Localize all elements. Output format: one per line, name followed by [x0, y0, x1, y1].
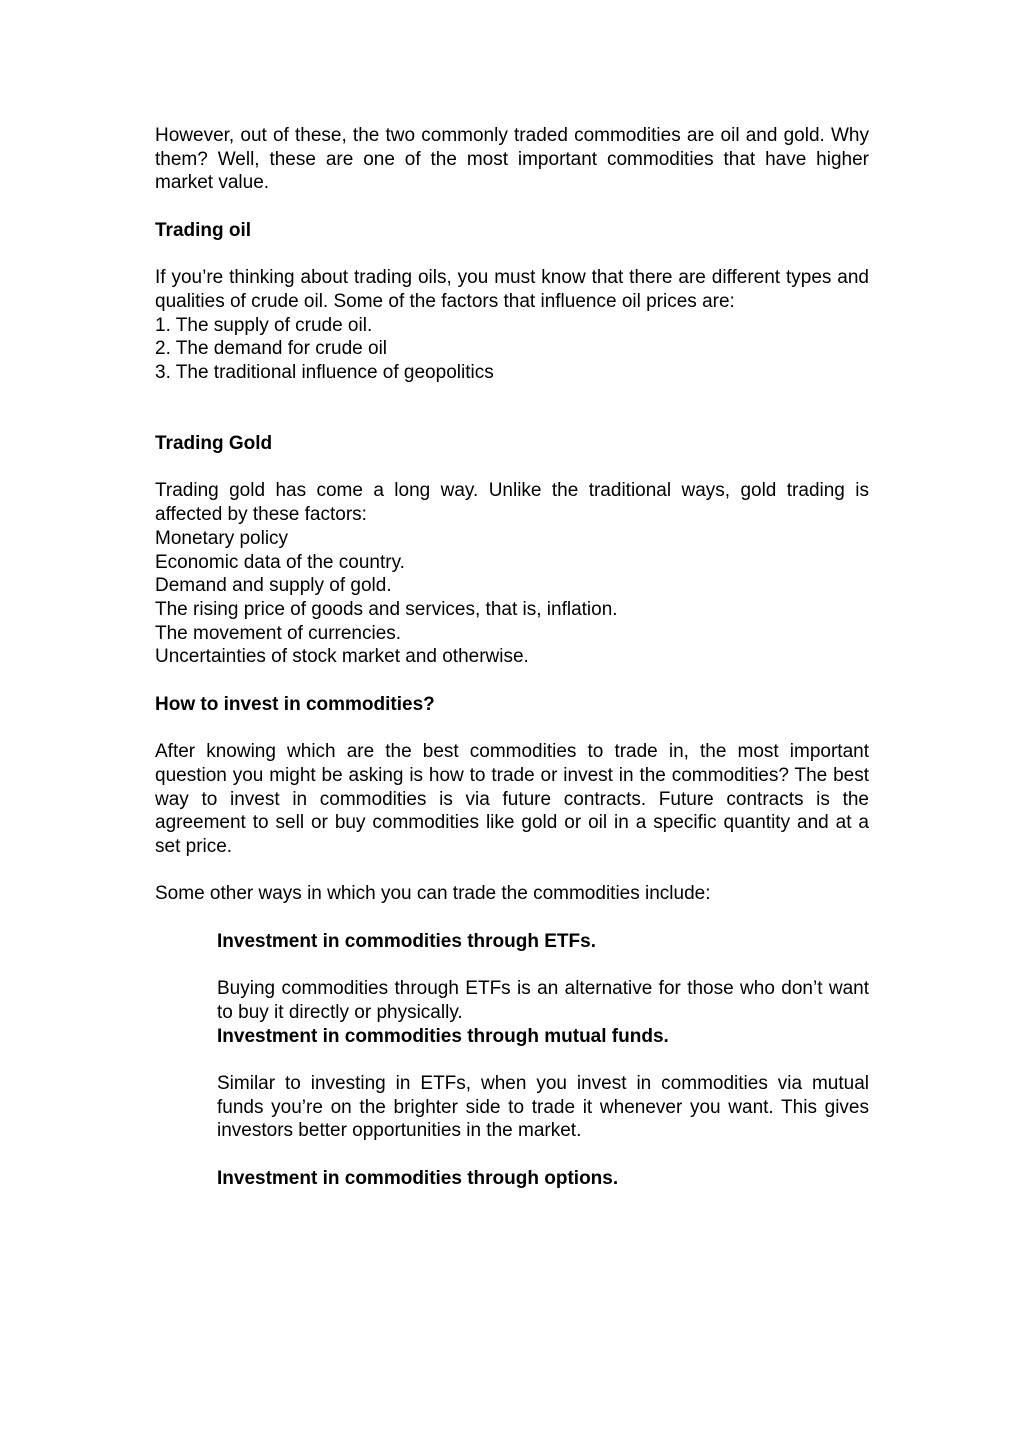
mutual-funds-heading: Investment in commodities through mutual funds.: [217, 1025, 669, 1047]
list-item: The movement of currencies.: [155, 622, 402, 644]
trading-gold-heading: Trading Gold: [155, 433, 273, 455]
how-to-invest-heading: How to invest in commodities?: [155, 693, 435, 715]
etfs-heading: Investment in commodities through ETFs.: [217, 930, 596, 952]
document-page: [155, 124, 869, 1190]
list-item: Uncertainties of stock market and otherwise.: [155, 646, 529, 668]
list-item: Economic data of the country.: [155, 551, 405, 573]
list-item: The rising price of goods and services, that is, inflation.: [155, 599, 618, 620]
mutual-funds-paragraph: Similar to investing in ETFs, when you invest in commodities via mutual funds you’re on the brighter side to trade it whenever you want. This gives investors better opportunities in the market.: [217, 1072, 869, 1142]
trading-oil-paragraph: If you’re thinking about trading oils, you must know that there are different types and qualities of crude oil. Some of the factors that influence oil prices are:: [155, 267, 869, 312]
gold-factors-list: [155, 527, 869, 669]
etfs-paragraph: Buying commodities through ETFs is an alternative for those who don’t want to buy it directly or physically.: [217, 978, 869, 1023]
oil-factors-list: [155, 314, 869, 385]
list-item: Demand and supply of gold.: [155, 575, 392, 597]
trading-gold-paragraph: Trading gold has come a long way. Unlike the traditional ways, gold trading is affected by these factors:: [155, 480, 869, 526]
intro-paragraph: However, out of these, the two commonly traded commodities are oil and gold. Why them? Well, these are one of the most important commodities that have higher market value.: [155, 125, 869, 194]
other-ways-intro: Some other ways in which you can trade the commodities include:: [155, 883, 711, 905]
options-heading: Investment in commodities through options.: [217, 1167, 619, 1189]
list-item: 2. The demand for crude oil: [155, 338, 388, 360]
list-item: Monetary policy: [155, 527, 289, 549]
how-to-invest-paragraph: After knowing which are the best commodities to trade in, the most important question you might be asking is how to trade or invest in the commodities? The best way to invest in commodities is via future contracts. Future contracts is the agreement to sell or buy commodities like gold or oil in a specific quantity and at a set price.: [155, 741, 869, 857]
trading-oil-heading: Trading oil: [155, 219, 252, 241]
list-item: 1. The supply of crude oil.: [155, 314, 373, 336]
list-item: 3. The traditional influence of geopolitics: [155, 362, 494, 383]
investment-methods: [217, 930, 869, 1191]
